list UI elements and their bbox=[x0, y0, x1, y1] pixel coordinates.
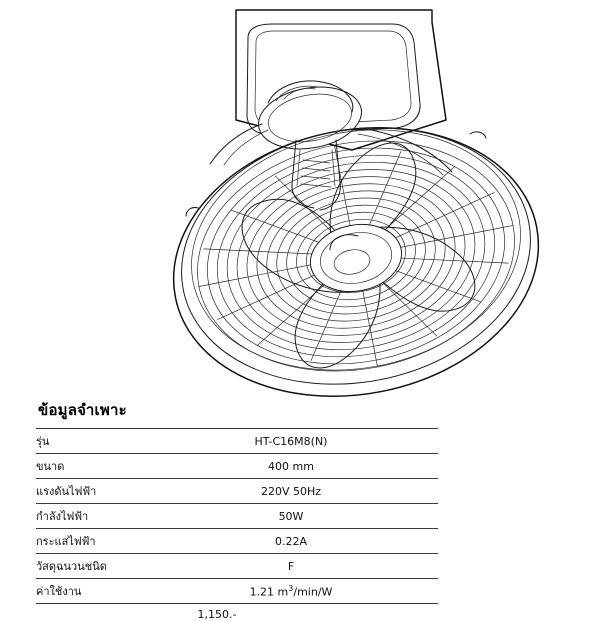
table-row bbox=[36, 504, 438, 529]
spec-label: แรงดันไฟฟ้า bbox=[36, 485, 97, 498]
spec-label: กำลังไฟฟ้า bbox=[36, 510, 89, 523]
table-row bbox=[36, 554, 438, 579]
spec-value: 400 mm bbox=[268, 459, 314, 473]
spec-value: 50W bbox=[278, 509, 304, 523]
airflow-tail: /min/W bbox=[293, 585, 333, 599]
spec-label: รุ่น bbox=[36, 435, 50, 448]
spec-value: 0.22A bbox=[274, 534, 308, 548]
spec-label: ขนาด bbox=[36, 460, 65, 473]
spec-label: กระแสไฟฟ้า bbox=[36, 535, 96, 548]
spec-value: F bbox=[287, 559, 295, 573]
spec-value: 220V 50Hz bbox=[260, 484, 322, 498]
table-row bbox=[36, 479, 438, 504]
table-row bbox=[36, 454, 438, 479]
spec-label: ค่าใช้งาน bbox=[36, 585, 82, 598]
airflow-main: 1.21 m bbox=[249, 585, 289, 599]
spec-value: HT-C16M8(N) bbox=[254, 434, 328, 448]
table-row bbox=[36, 529, 438, 554]
spec-title: ข้อมูลจำเพาะ bbox=[38, 401, 127, 419]
table-row bbox=[36, 429, 438, 454]
price-value: 1,150.- bbox=[197, 608, 237, 621]
airflow-exponent: 3 bbox=[288, 583, 294, 593]
spec-table bbox=[36, 428, 438, 604]
spec-label: วัสดุฉนวนชนิด bbox=[36, 560, 107, 573]
specification-block bbox=[36, 398, 456, 621]
